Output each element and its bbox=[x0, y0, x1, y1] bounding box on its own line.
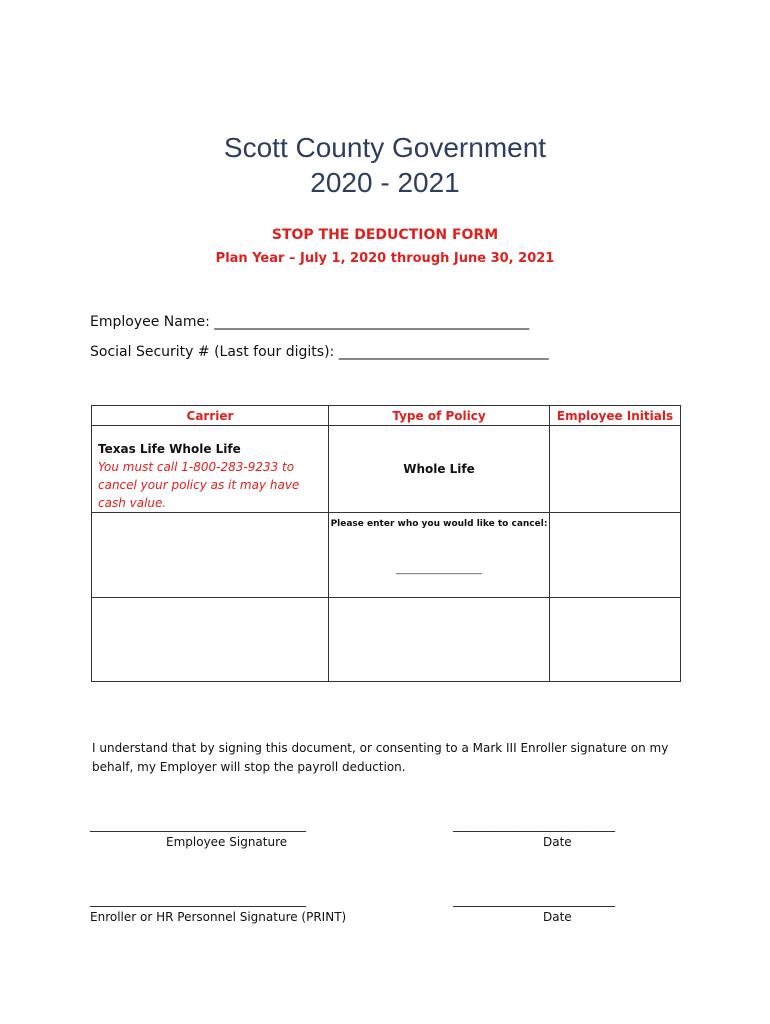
table-header-row bbox=[92, 406, 681, 426]
page-title: Scott County Government bbox=[223, 132, 547, 163]
enroller-signature-label: Enroller or HR Personnel Signature (PRINT) bbox=[90, 910, 347, 924]
initials-cell[interactable] bbox=[550, 426, 681, 513]
policy-type: Whole Life bbox=[403, 462, 475, 476]
carrier-table bbox=[91, 405, 681, 682]
policy-type-cell bbox=[329, 426, 550, 513]
carrier-note: You must call 1-800-283-9233 to cancel your policy as it may have cash value. bbox=[98, 460, 300, 510]
cancel-entry-line[interactable]: ___________________ bbox=[396, 565, 482, 575]
table-row bbox=[92, 598, 681, 682]
header-employee-initials: Employee Initials bbox=[550, 406, 681, 426]
enroller-signature-line[interactable]: ____________________________________ bbox=[90, 893, 306, 907]
carrier-cell[interactable] bbox=[92, 513, 329, 598]
table-row bbox=[92, 426, 681, 513]
date-label-1: Date bbox=[543, 835, 572, 849]
form-name: STOP THE DEDUCTION FORM bbox=[271, 227, 499, 243]
cancel-prompt: Please enter who you would like to cancel: bbox=[330, 519, 548, 529]
carrier-name: Texas Life Whole Life bbox=[98, 442, 241, 456]
table-row bbox=[92, 513, 681, 598]
initials-cell[interactable] bbox=[550, 513, 681, 598]
consent-statement: I understand that by signing this document, or consenting to a Mark III Enroller signature on my behalf, my Employer will stop the payroll deduction. bbox=[92, 741, 669, 774]
plan-year-subtitle: Plan Year – July 1, 2020 through June 30, 2021 bbox=[215, 251, 555, 266]
employee-signature-line[interactable]: ____________________________________ bbox=[90, 818, 306, 832]
employee-signature-label: Employee Signature bbox=[166, 835, 288, 849]
header-carrier: Carrier bbox=[92, 406, 329, 426]
policy-type-cell[interactable] bbox=[329, 513, 550, 598]
date-line-1[interactable]: ___________________________ bbox=[453, 818, 615, 832]
header-type-of-policy: Type of Policy bbox=[329, 406, 550, 426]
date-label-2: Date bbox=[543, 910, 572, 924]
employee-name-field[interactable]: Employee Name: _____________________________________________ bbox=[90, 314, 530, 330]
plan-year-range: 2020 - 2021 bbox=[310, 167, 460, 198]
carrier-cell[interactable] bbox=[92, 598, 329, 682]
policy-type-cell[interactable] bbox=[329, 598, 550, 682]
carrier-cell bbox=[92, 426, 329, 513]
date-line-2[interactable]: ___________________________ bbox=[453, 893, 615, 907]
initials-cell[interactable] bbox=[550, 598, 681, 682]
ssn-field[interactable]: Social Security # (Last four digits): ______________________________ bbox=[90, 344, 549, 360]
